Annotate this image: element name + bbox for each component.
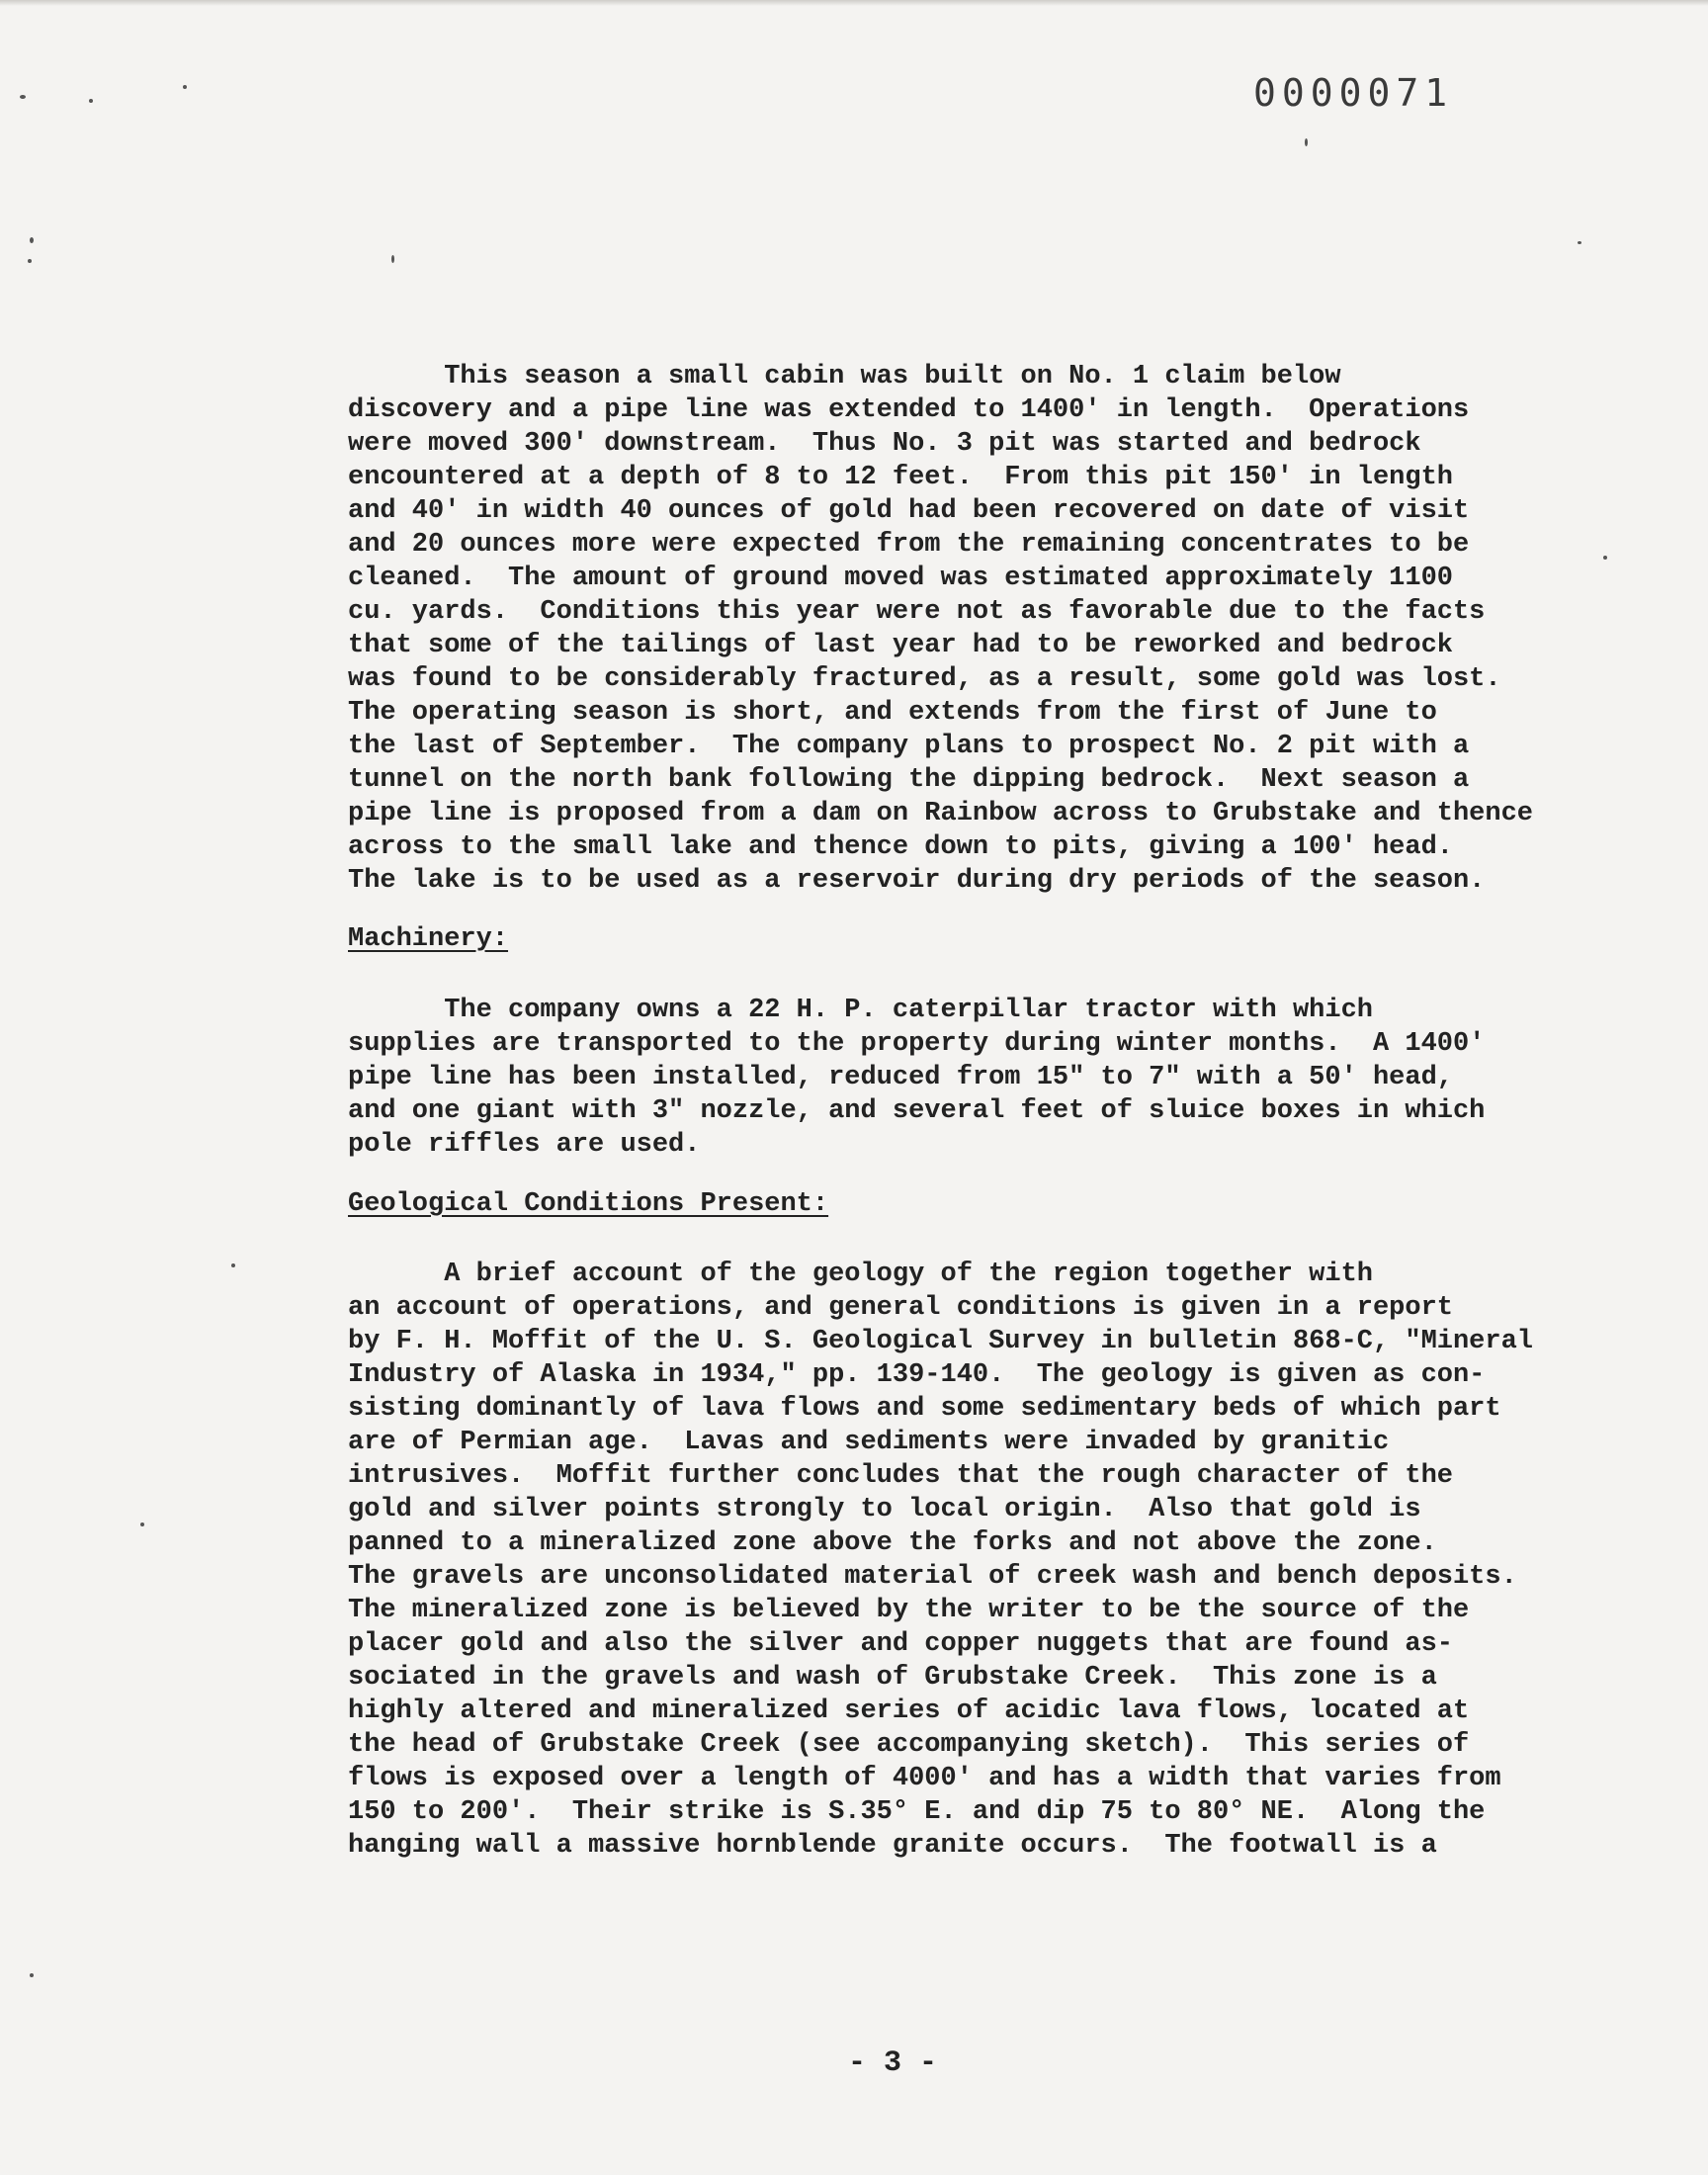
- scan-edge: [0, 0, 1708, 6]
- document-number: 0000071: [1253, 71, 1454, 115]
- page-number: - 3 -: [848, 2046, 938, 2080]
- heading-geological-conditions: Geological Conditions Present:: [348, 1189, 829, 1219]
- scan-speck: [1603, 556, 1607, 560]
- scan-speck: [183, 85, 187, 89]
- scan-speck: [30, 237, 34, 243]
- paragraph-machinery: The company owns a 22 H. P. caterpillar tractor with which supplies are transported to the property during winter months. A 1400' pipe line has been installed, reduced from 15" to 7" with a 50' head, and one giant with 3" nozzle, and several feet of sluice boxes in which pole riffles are used.: [348, 996, 1486, 1160]
- heading-machinery: Machinery:: [348, 924, 509, 954]
- scan-speck: [28, 259, 32, 263]
- scan-speck: [30, 1973, 34, 1977]
- scan-speck: [1578, 241, 1581, 244]
- scan-speck: [89, 99, 93, 103]
- paragraph-operations: This season a small cabin was built on No. 1 claim below discovery and a pipe line was extended to 1400' in length. Operations were moved 300' downstream. Thus No. 3 pit was started and bedrock encountered at a depth of 8 to 12 feet. From this pit 150' in length and 40' in width 40 ounces of gold had been recovered on date of visit and 20 ounces more were expected from the remaining concentrates to be cleaned. The amount of ground moved was estimated approximately 1100 cu. yards. Conditions this year were not as favorable due to the facts that some of the tailings of last year had to be reworked and bedrock was found to be considerably fractured, as a result, some gold was lost. The operating season is short, and extends from the first of June to the last of September. The company plans to prospect No. 2 pit with a tunnel on the north bank following the dipping bedrock. Next season a pipe line is proposed from a dam on Rainbow across to Grubstake and thence across to the small lake and thence down to pits, giving a 100' head. The lake is to be used as a reservoir during dry periods of the season.: [348, 362, 1533, 896]
- scan-speck: [140, 1522, 144, 1526]
- scan-speck: [231, 1263, 235, 1267]
- scan-speck: [1305, 138, 1308, 146]
- scan-speck: [391, 255, 394, 263]
- scan-speck: [20, 95, 26, 99]
- paragraph-geology: A brief account of the geology of the region together with an account of operations, and general conditions is given in a report by F. H. Moffit of the U. S. Geological Survey in bulletin 868-C, "Mineral Industry of Alaska in 1934," pp. 139-140. The geology is given as con- sisting dominantly of lava flows and some sedimentary beds of which part are of Permian age. Lavas and sediments were invaded by granitic intrusives. Moffit further concludes that the rough character of the gold and silver points strongly to local origin. Also that gold is panned to a mineralized zone above the forks and not above the zone. The gravels are unconsolidated material of creek wash and bench deposits. The mineralized zone is believed by the writer to be the source of the placer gold and also the silver and copper nuggets that are found as- sociated in the gravels and wash of Grubstake Creek. This zone is a highly altered and mineralized series of acidic lava flows, located at the head of Grubstake Creek (see accompanying sketch). This series of flows is exposed over a length of 4000' and has a width that varies from 150 to 200'. Their strike is S.35° E. and dip 75 to 80° NE. Along the hanging wall a massive hornblende granite occurs. The footwall is a: [348, 1260, 1533, 1861]
